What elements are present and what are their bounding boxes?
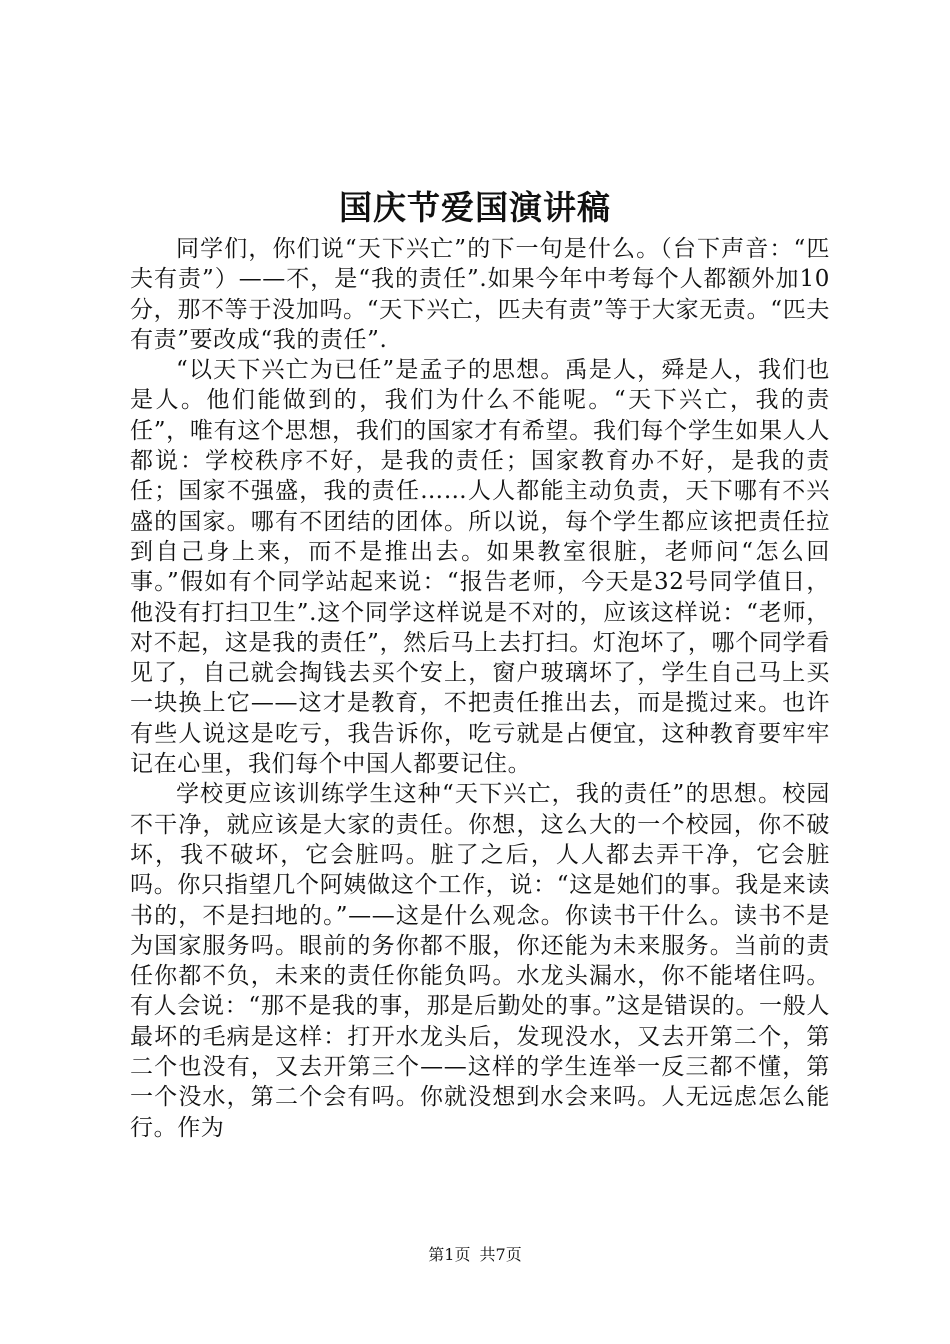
page-number: 第1页 bbox=[428, 1245, 471, 1264]
paragraph-2: “以天下兴亡为已任”是孟子的思想。禹是人，舜是人，我们也是人。他们能做到的，我们为什么不能呢。“天下兴亡，我的责任”，唯有这个思想，我们的国家才有希望。我们每个学生如果人人都说：学校秩序不好，是我的责任；国家教育办不好，是我的责任；国家不强盛，我的责任……人人都能主动负责，天下哪有不兴盛的国家。哪有不团结的团体。所以说，每个学生都应该把责任拉到自己身上来，而不是推出去。如果教室很脏，老师问“怎么回事。”假如有个同学站起来说：“报告老师，今天是32号同学值日，他没有打扫卫生”.这个同学这样说是不对的，应该这样说：“老师，对不起，这是我的责任”，然后马上去打扫。灯泡坏了，哪个同学看见了，自己就会掏钱去买个安上，窗户玻璃坏了，学生自己马上买一块换上它——这才是教育，不把责任推出去，而是揽过来。也许有些人说这是吃亏，我告诉你，吃亏就是占便宜，这种教育要牢牢记在心里，我们每个中国人都要记住。 bbox=[130, 357, 830, 778]
paragraph-3: 学校更应该训练学生这种“天下兴亡，我的责任”的思想。校园不干净，就应该是大家的责任。你想，这么大的一个校园，你不破坏，我不破坏，它会脏吗。脏了之后，人人都去弄干净，它会脏吗。你只指望几个阿姨做这个工作，说：“这是她们的事。我是来读书的，不是扫地的。”——这是什么观念。你读书干什么。读书不是为国家服务吗。眼前的务你都不服，你还能为未来服务。当前的责任你都不负，未来的责任你能负吗。水龙头漏水，你不能堵住吗。有人会说：“那不是我的事，那是后勤处的事。”这是错误的。一般人最坏的毛病是这样：打开水龙头后，发现没水，又去开第二个，第二个也没有，又去开第三个——这样的学生连举一反三都不懂，第一个没水，第二个会有吗。你就没想到水会来吗。人无远虑怎么能行。作为 bbox=[130, 781, 830, 1141]
document-title: 国庆节爱国演讲稿 bbox=[339, 188, 611, 227]
page-footer bbox=[0, 1243, 950, 1267]
document-body bbox=[130, 234, 830, 1143]
page-total: 共7页 bbox=[479, 1245, 522, 1264]
paragraph-1: 同学们，你们说“天下兴亡”的下一句是什么。（台下声音：“匹夫有责”）——不，是“我的责任”.如果今年中考每个人都额外加10分，那不等于没加吗。“天下兴亡，匹夫有责”等于大家无责。“匹夫有责”要改成“我的责任”. bbox=[130, 236, 830, 353]
